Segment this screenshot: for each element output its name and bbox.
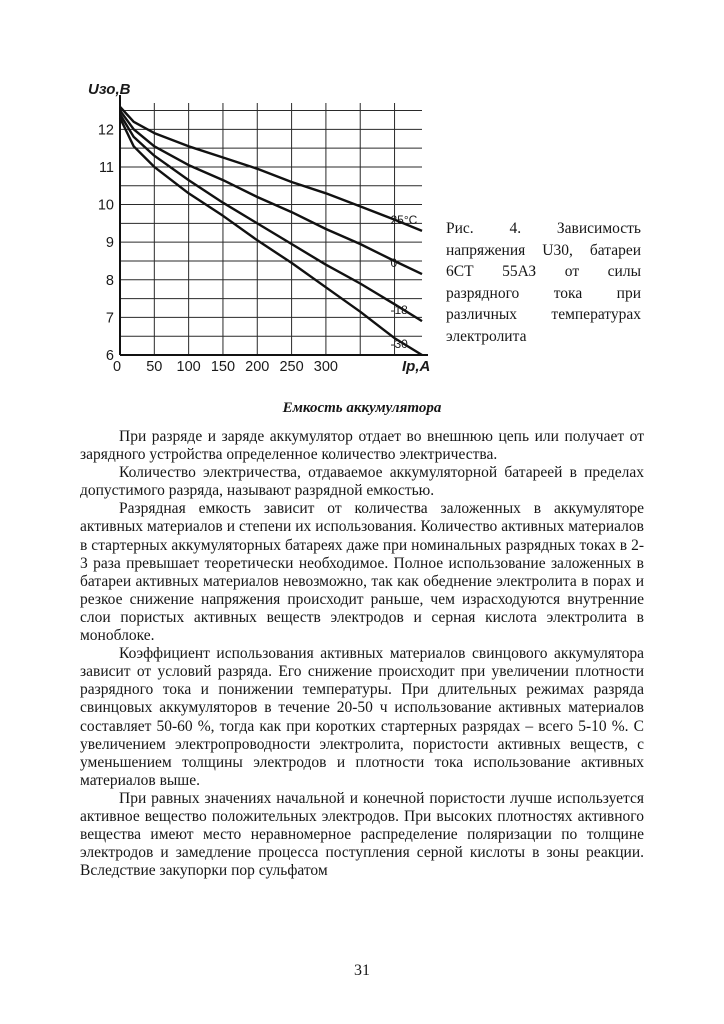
discharge-chart [80, 78, 440, 378]
paragraph: При разряде и заряде аккумулятор отдает во внешнюю цепь или получает от зарядного устройства определенное количество электричества. [80, 428, 644, 464]
x-tick-label: 0 [112, 359, 122, 375]
x-tick-label: 100 [176, 359, 201, 375]
y-tick-label: 12 [97, 122, 114, 139]
x-tick-label: 300 [313, 359, 339, 375]
series-line [120, 107, 422, 231]
x-tick-label: 200 [245, 359, 270, 375]
y-tick-label: 11 [98, 159, 114, 176]
series-line [120, 114, 422, 321]
paragraph: Разрядная емкость зависит от количества заложенных в аккумуляторе активных материалов и степени их использования. Количество активных материалов в стартерных аккумуляторных батареях даже при номинальных разрядных токах в 2-3 раза превышает теоретически необходимое. Полное использование заложенных в батареи активных материалов невозможно, так как обеднение электролита в порах и резкое снижение напряжения происходит раньше, чем израсходуются внутренние слои пористых активных веществ электродов и серная кислота электролита в моноблоке. [80, 500, 644, 645]
page-number: 31 [354, 962, 370, 979]
series-label: -30 [390, 337, 408, 351]
x-axis-label: Iр,А [402, 358, 431, 375]
y-axis-label: Uзо,В [88, 81, 131, 98]
y-tick-label: 10 [97, 197, 114, 214]
x-tick-label: 50 [146, 359, 163, 375]
y-tick-label: 6 [105, 348, 114, 364]
series-label: -18 [390, 303, 408, 318]
y-tick-label: 8 [105, 272, 114, 289]
paragraph: При равных значениях начальной и конечной пористости лучше используется активное вещество положительных электродов. При высоких плотностях активного вещества имеют место неравномерное распределение поляризации по толщине электродов и замедление процесса поступления серной кислоты в зоны реакции. Вследствие закупорки пор сульфатом [80, 789, 644, 880]
x-tick-label: 250 [279, 359, 304, 375]
section-heading: Емкость аккумулятора [282, 400, 442, 416]
series-label: 25°C [390, 212, 418, 227]
figure-caption: Рис. 4. Зависимость напряжения U30, батареи 6СТ 55АЗ от силы разрядного тока при различных температурах электролита [446, 220, 641, 345]
y-tick-label: 9 [105, 235, 114, 252]
paragraph: Количество электричества, отдаваемое аккумуляторной батареей в пределах допустимого разряда, называют разрядной емкостью. [80, 464, 644, 500]
x-tick-label: 150 [210, 359, 236, 375]
series-label: 0 [390, 256, 398, 271]
body-text [80, 428, 644, 880]
y-tick-label: 7 [105, 310, 114, 327]
chart-svg [80, 78, 440, 378]
paragraph: Коэффициент использования активных материалов свинцового аккумулятора зависит от условий разряда. Его снижение происходит при увеличении плотности разрядного тока и понижении температуры. При длительных режимах разряда свинцовых аккумуляторов в течение 20-50 ч использование активных материалов составляет 50-60 %, тогда как при коротких стартерных разрядах – всего 5-10 %. С увеличением электропроводности электролита, пористости активных веществ, с уменьшением толщины электродов и плотности тока использование активных материалов выше. [80, 645, 644, 789]
